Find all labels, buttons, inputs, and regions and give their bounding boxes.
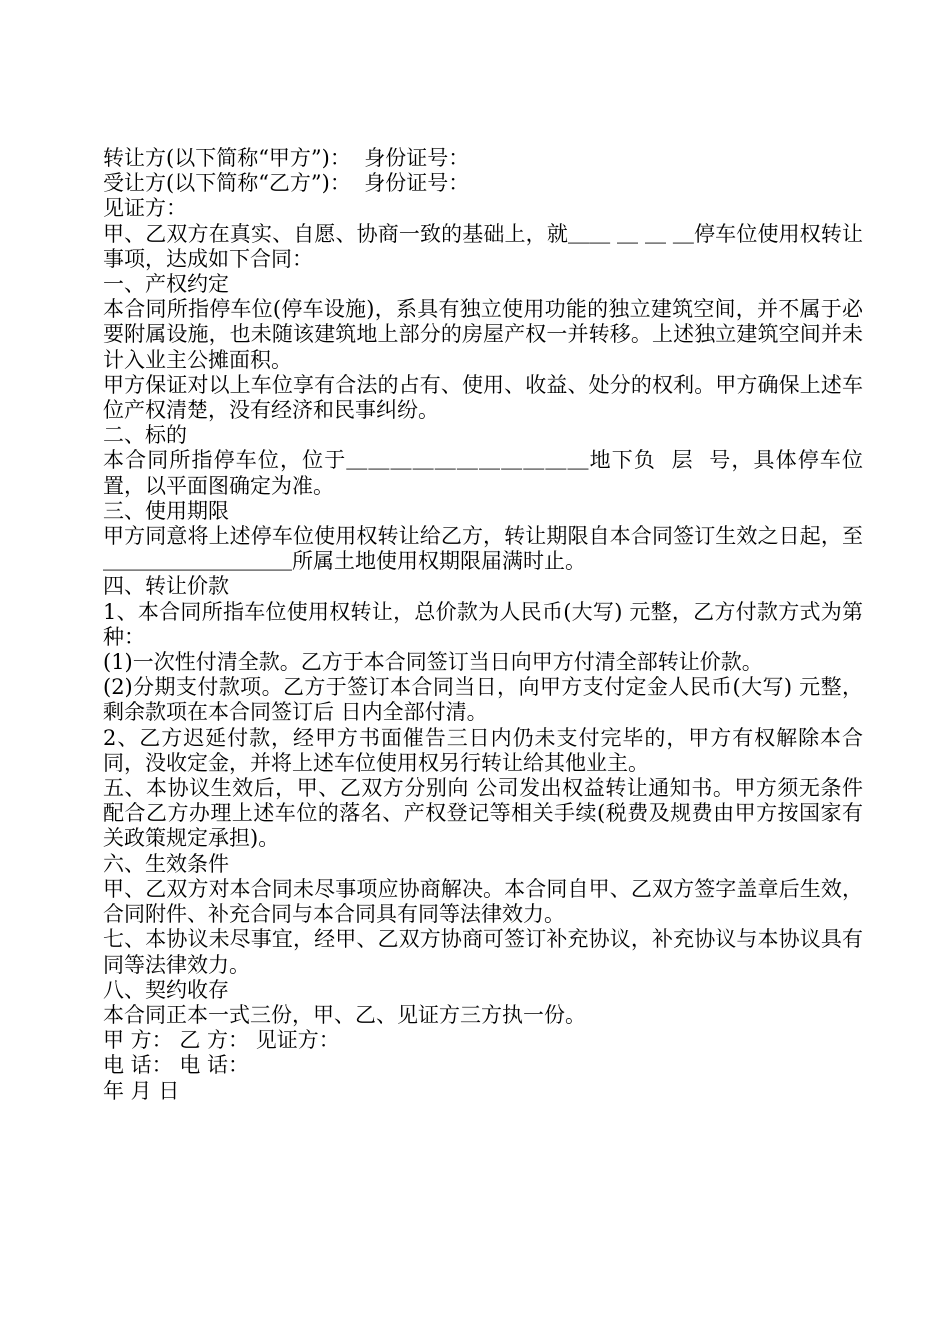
preamble-paragraph: 甲、乙双方在真实、自愿、协商一致的基础上，就＿＿ ＿ ＿ ＿停车位使用权转让事项，达成如下合同：: [103, 221, 863, 271]
section-heading-subject: 二、标的: [103, 423, 187, 448]
subject-paragraph: 本合同所指停车位，位于＿＿＿＿＿＿＿＿＿＿＿地下负 层 号，具体停车位置，以平面图确定为准。: [103, 448, 863, 498]
term-paragraph: 甲方同意将上述停车位使用权转让给乙方，转让期限自本合同签订生效之日起，至＿＿＿＿＿＿＿＿＿所属土地使用权期限届满时止。: [103, 524, 863, 574]
transferee-line: 受让方(以下简称“乙方”)： 身份证号：: [103, 171, 470, 196]
payment-option-2: (2)分期支付款项。乙方于签订本合同当日，向甲方支付定金人民币(大写) 元整，剩余款项在本合同签订后 日内全部付清。: [103, 675, 863, 725]
section-heading-property: 一、产权约定: [103, 272, 229, 297]
payment-option-1: (1)一次性付清全款。乙方于本合同签订当日向甲方付清全部转让价款。: [103, 650, 763, 675]
price-paragraph: 1、本合同所指车位使用权转让，总价款为人民币(大写) 元整，乙方付款方式为第 种：: [103, 599, 870, 649]
contract-document: [103, 146, 870, 1104]
section-five-paragraph: 五、本协议生效后，甲、乙双方分别向 公司发出权益转让通知书。甲方须无条件配合乙方办理上述车位的落名、产权登记等相关手续(税费及规费由甲方按国家有关政策规定承担)。: [103, 776, 863, 851]
witness-line: 见证方：: [103, 196, 187, 221]
section-seven-paragraph: 七、本协议未尽事宜，经甲、乙双方协商可签订补充协议，补充协议与本协议具有同等法律效力。: [103, 927, 863, 977]
property-paragraph-1: 本合同所指停车位(停车设施)，系具有独立使用功能的独立建筑空间，并不属于必要附属设施，也未随该建筑地上部分的房屋产权一并转移。上述独立建筑空间并未计入业主公摊面积。: [103, 297, 863, 372]
transferor-line: 转让方(以下简称“甲方”)： 身份证号：: [103, 146, 470, 170]
section-heading-price: 四、转让价款: [103, 574, 229, 599]
section-heading-copies: 八、契约收存: [103, 977, 229, 1002]
signature-line: 甲 方： 乙 方： 见证方：: [103, 1028, 340, 1053]
property-paragraph-2: 甲方保证对以上车位享有合法的占有、使用、收益、处分的权利。甲方确保上述车位产权清楚，没有经济和民事纠纷。: [103, 372, 863, 423]
section-heading-term: 三、使用期限: [103, 498, 229, 523]
copies-paragraph: 本合同正本一式三份，甲、乙、见证方三方执一份。: [103, 1002, 586, 1027]
effect-paragraph: 甲、乙双方对本合同未尽事项应协商解决。本合同自甲、乙双方签字盖章后生效，合同附件、补充合同与本合同具有同等法律效力。: [103, 876, 863, 927]
late-payment-paragraph: 2、乙方迟延付款，经甲方书面催告三日内仍未支付完毕的，甲方有权解除本合同，没收定金，并将上述车位使用权另行转让给其他业主。: [103, 725, 863, 775]
section-heading-effect: 六、生效条件: [103, 851, 229, 876]
date-line: 年 月 日: [103, 1078, 180, 1103]
phone-line: 电 话： 电 话：: [103, 1053, 250, 1078]
